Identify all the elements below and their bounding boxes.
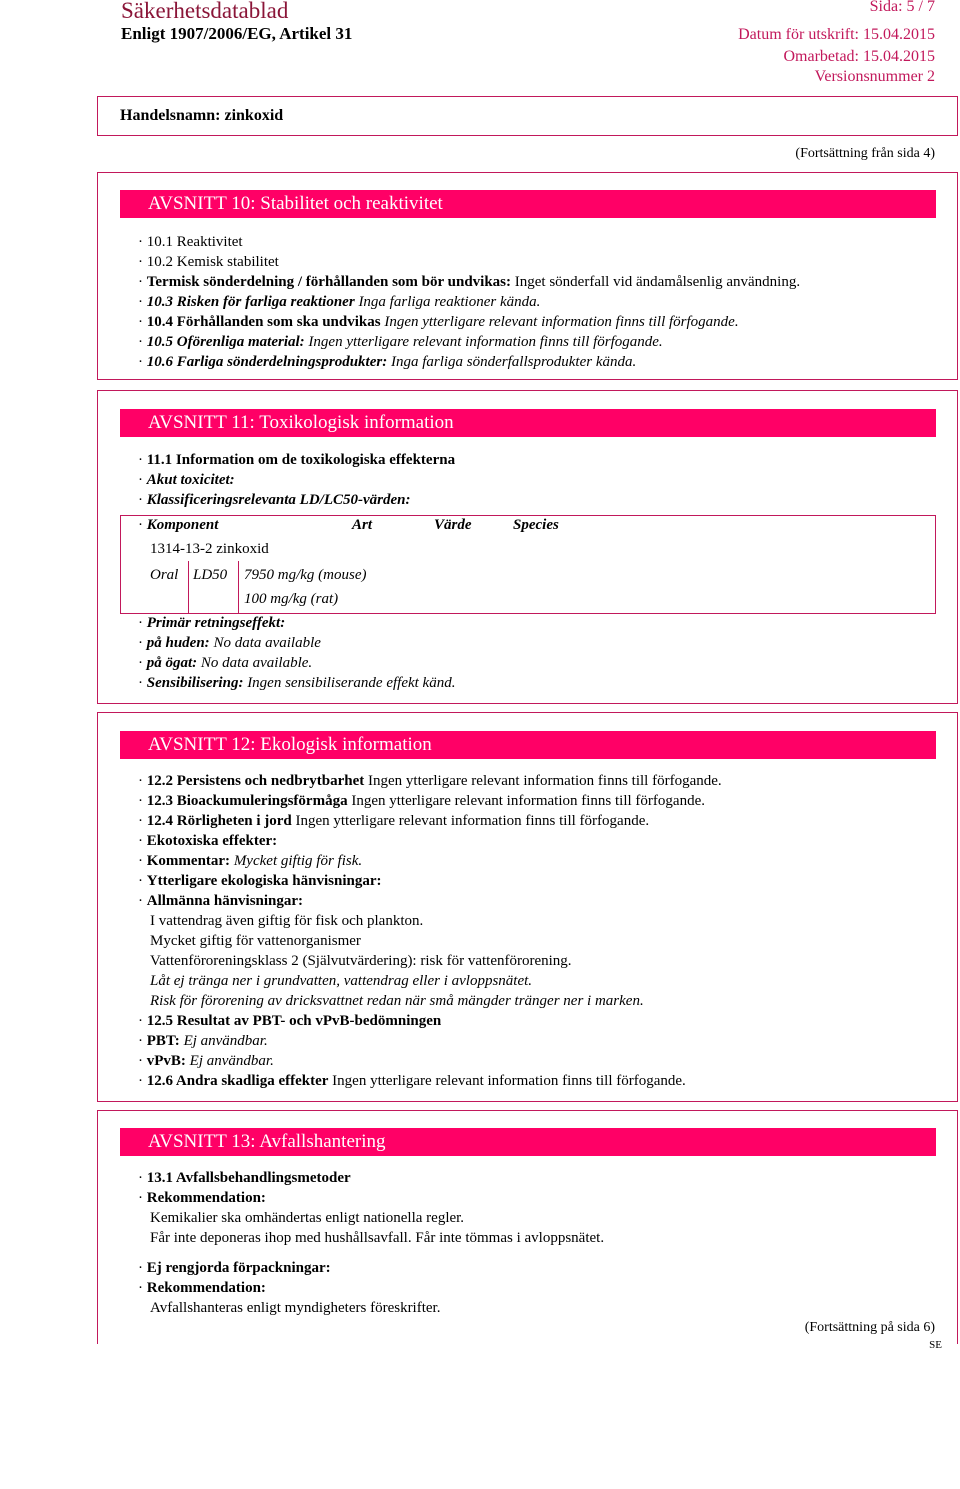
s12-row-6: · Ytterligare ekologiska hänvisningar: (138, 873, 381, 890)
s12-row-16: · 12.6 Andra skadliga effekter Ingen ytterligare relevant information finns till förfogande. (138, 1073, 686, 1090)
version-number: Versionsnummer 2 (814, 68, 935, 85)
s11-row-7: · Sensibilisering: Ingen sensibiliserande effekt känd. (138, 675, 455, 692)
s10-row-6: · 10.5 Oförenliga material: Ingen ytterligare relevant information finns till förfogande. (138, 334, 663, 351)
table-route: Oral (150, 567, 179, 583)
s12-row-4: · Ekotoxiska effekter: (138, 833, 277, 850)
s13-row-2: · Rekommendation: (138, 1190, 266, 1207)
language-code: SE (929, 1339, 942, 1351)
s13-row-7: Avfallshanteras enligt myndigheters föreskrifter. (150, 1300, 441, 1316)
section-12-title: AVSNITT 12: Ekologisk information (120, 731, 936, 759)
table-type: LD50 (193, 567, 228, 583)
document-title: Säkerhetsdatablad (121, 0, 289, 23)
table-header-row: · Komponent (138, 517, 218, 534)
section-11 (97, 390, 958, 704)
table-header-species: Species (513, 517, 559, 533)
s13-row-3: Kemikalier ska omhändertas enligt nationella regler. (150, 1210, 465, 1226)
table-header-value: Värde (434, 517, 472, 533)
section-12 (97, 712, 958, 1102)
regulation-text: Enligt 1907/2006/EG, Artikel 31 (121, 24, 353, 43)
section-13-title: AVSNITT 13: Avfallshantering (120, 1128, 936, 1156)
table-top-border (120, 515, 936, 516)
trade-name-box (97, 96, 958, 136)
table-component: 1314-13-2 zinkoxid (150, 541, 269, 557)
s12-row-14: · PBT: Ej användbar. (138, 1033, 268, 1050)
table-left-border (120, 515, 121, 614)
s10-row-1: · 10.1 Reaktivitet (138, 234, 243, 251)
s12-row-5: · Kommentar: Mycket giftig för fisk. (138, 853, 362, 870)
table-right-border (935, 515, 936, 614)
s12-row-10: Vattenföroreningsklass 2 (Självutvärdering): risk för vattenförorening. (150, 953, 572, 969)
revised-date: Omarbetad: 15.04.2015 (783, 48, 935, 65)
s13-row-1: · 13.1 Avfallsbehandlingsmetoder (138, 1170, 351, 1187)
section-10 (97, 172, 958, 380)
s11-row-5: · på huden: No data available (138, 635, 321, 652)
section-11-title: AVSNITT 11: Toxikologisk information (120, 409, 936, 437)
table-header-art: Art (352, 517, 373, 533)
s12-row-9: Mycket giftig för vattenorganismer (150, 933, 361, 949)
s12-row-8: I vattendrag även giftig för fisk och plankton. (150, 913, 424, 929)
continued-to: (Fortsättning på sida 6) (804, 1320, 935, 1335)
table-value-2: 100 mg/kg (rat) (244, 591, 339, 607)
table-divider-0 (188, 561, 189, 613)
s13-row-4: Får inte deponeras ihop med hushållsavfall. Får inte tömmas i avloppsnätet. (150, 1230, 605, 1246)
trade-name: Handelsnamn: zinkoxid (120, 107, 284, 124)
s11-row-4: · Primär retningseffekt: (138, 615, 285, 632)
section-10-title: AVSNITT 10: Stabilitet och reaktivitet (120, 190, 936, 218)
s10-row-4: · 10.3 Risken för farliga reaktioner Inga farliga reaktioner kända. (138, 294, 540, 311)
continued-from: (Fortsättning från sida 4) (795, 146, 935, 161)
s12-row-7: · Allmänna hänvisningar: (138, 893, 303, 910)
section-13 (97, 1110, 958, 1344)
s12-row-11: Låt ej tränga ner i grundvatten, vattendrag eller i avloppsnätet. (150, 973, 533, 989)
s11-row-2: · Akut toxicitet: (138, 472, 235, 489)
table-value-1: 7950 mg/kg (mouse) (244, 567, 367, 583)
table-bottom-border (120, 613, 936, 614)
s13-row-5: · Ej rengjorda förpackningar: (138, 1260, 331, 1277)
s12-row-12: Risk för förorening av dricksvattnet redan när små mängder tränger ner i marken. (150, 993, 644, 1009)
s10-row-3: · Termisk sönderdelning / förhållanden som bör undvikas: Inget sönderfall vid ändamålsenlig användning. (138, 274, 800, 291)
s12-row-15: · vPvB: Ej användbar. (138, 1053, 274, 1070)
s12-row-13: · 12.5 Resultat av PBT- och vPvB-bedömningen (138, 1013, 441, 1030)
s11-row-1: · 11.1 Information om de toxikologiska effekterna (138, 452, 455, 469)
s10-row-2: · 10.2 Kemisk stabilitet (138, 254, 279, 271)
s13-row-6: · Rekommendation: (138, 1280, 266, 1297)
s11-row-3: · Klassificeringsrelevanta LD/LC50-värden: (138, 492, 410, 509)
print-date: Datum för utskrift: 15.04.2015 (738, 26, 935, 43)
s11-row-6: · på ögat: No data available. (138, 655, 312, 672)
s12-row-2: · 12.3 Bioackumuleringsförmåga Ingen ytterligare relevant information finns till förfogande. (138, 793, 705, 810)
s10-row-5: · 10.4 Förhållanden som ska undvikas Ingen ytterligare relevant information finns till förfogande. (138, 314, 739, 331)
s12-row-1: · 12.2 Persistens och nedbrytbarhet Ingen ytterligare relevant information finns till förfogande. (138, 773, 722, 790)
s12-row-3: · 12.4 Rörligheten i jord Ingen ytterligare relevant information finns till förfogande. (138, 813, 649, 830)
page-number: Sida: 5 / 7 (869, 0, 935, 15)
table-divider-1 (238, 561, 239, 613)
s10-row-7: · 10.6 Farliga sönderdelningsprodukter: Inga farliga sönderfallsprodukter kända. (138, 354, 636, 371)
